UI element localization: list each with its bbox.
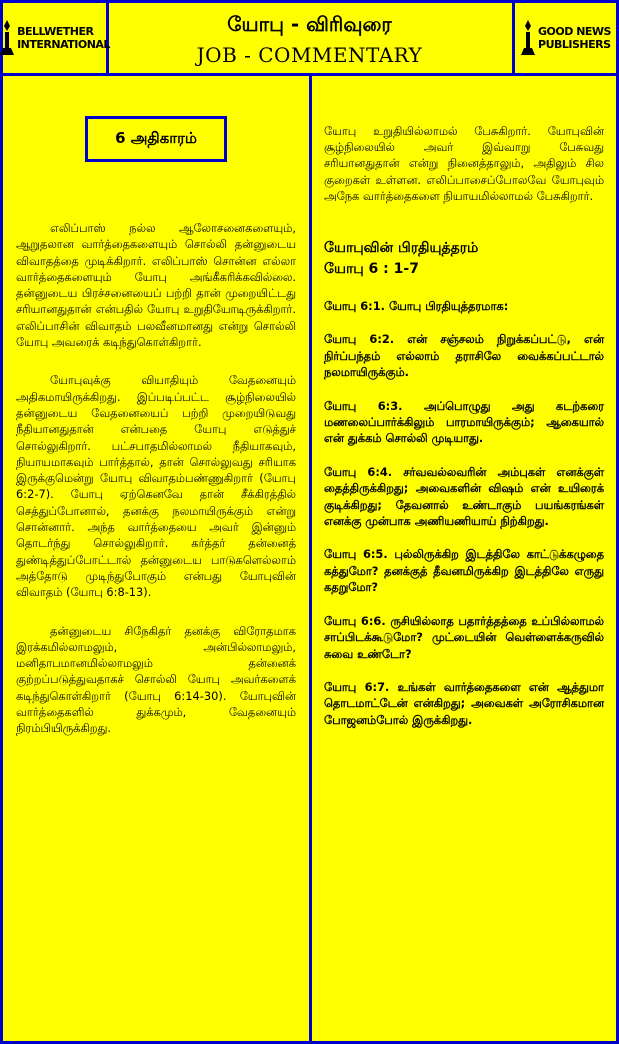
title-english: JOB - COMMENTARY [196, 43, 423, 67]
verse: யோபு 6:3. அப்பொழுது அது கடற்கரை மணலைப்பார்க்கிலும் பாரமாயிருக்கும்; ஆகையால் என் துக்கம் சொல்லி முடியாது. [324, 398, 604, 446]
commentary-paragraph: எலிப்பாஸ் நல்ல ஆலோசனைகளையும், ஆறுதலான வார்த்தைகளையும் சொல்லி தன்னுடைய விவாதத்தை முடிக்கிறார். எலிப்பாஸ் சொன்ன எல்லா வார்த்தைகளையும் யோபு அங்கீகரிக்கவில்லை. தன்னுடைய பிரச்சனையைப் பற்றி தான் முறையிட்டது சரியானதுதான் என்பதில் யோபு உறுதியோடிருக்கிறார். எலிப்பாசின் விவாதம் பலவீனமானது என்று சொல்லி யோபு அவரைக் கடிந்துகொள்கிறார். [16, 221, 296, 350]
chapter-title-box [85, 116, 227, 162]
commentary-paragraph: யோபுவுக்கு வியாதியும் வேதனையும் அதிகமாயிருக்கிறது. இப்படிப்பட்ட சூழ்நிலையில் தன்னுடைய வேதனையைப் பற்றி முறையிடுவது நீதியானதுதான் என்பதை யோபு எடுத்துச் சொல்லுகிறார். பட்சபாதமில்லாமல் நீதியாகவும், நியாயமாகவும் பார்த்தால், தான் சொல்லுவது சரியாக இருக்குமென்று யோபு விவாதம்பண்ணுகிறார் (யோபு 6:2-7). யோபு ஏற்கெனவே தான் சீக்கிரத்தில் செத்துப்போனால், தனக்கு நலமாயிருக்கும் என்று சொன்னார். அந்த வார்த்தையை அவர் இன்னும் தொடர்ந்து சொல்லுகிறார். கர்த்தர் தன்னைத் துண்டித்துப்போட்டால் தன்னுடைய பாடுகளெல்லாம் அத்தோடு முடிந்துபோகும் என்பது யோபுவின் விவாதம் (யோபு 6:8-13). [16, 373, 296, 600]
right-column [318, 76, 610, 728]
left-logo-line1: BELLWETHER [17, 25, 94, 38]
candle-icon [520, 19, 536, 57]
left-logo-line2: INTERNATIONAL [17, 38, 110, 51]
right-logo-line2: PUBLISHERS [538, 38, 611, 51]
commentary-paragraph: தன்னுடைய சிநேகிதர் தனக்கு விரோதமாக இரக்கமில்லாமலும், அன்பில்லாமலும், மனிதாபமானமில்லாமலும் தன்னைக் குற்றப்படுத்துவதாகச் சொல்லி யோபு அவர்களைக் கடிந்துகொள்கிறார் (யோபு 6:14-30). யோபுவின் வார்த்தைகளில் துக்கமும், வேதனையும் நிரம்பியிருக்கிறது. [16, 623, 296, 736]
verse: யோபு 6:5. புல்லிருக்கிற இடத்திலே காட்டுக்கழுதை கத்துமோ? தனக்குத் தீவனமிருக்கிற இடத்திலே எருது கதறுமோ? [324, 547, 604, 595]
column-divider [309, 76, 312, 1041]
page-header [3, 3, 616, 76]
verse: யோபு 6:7. உங்கள் வார்த்தைகளை என் ஆத்துமா தொடமாட்டேன் என்கிறது; அவைகள் அரோசிகமான போஜனம்போல் இருக்கிறது. [324, 679, 604, 727]
good-news-logo [512, 3, 616, 73]
verse: யோபு 6:6. ருசியில்லாத பதார்த்தத்தை உப்பில்லாமல் சாப்பிடக்கூடுமோ? முட்டையின் வெள்ளைக்கருவில் சுவை உண்டோ? [324, 613, 604, 661]
right-logo-line1: GOOD NEWS [538, 25, 611, 38]
intro-paragraph: யோபு உறுதியில்லாமல் பேசுகிறார். யோபுவின் சூழ்நிலையில் அவர் இவ்வாறு பேசுவது சரியானதுதான் என்று நினைத்தாலும், அதிலும் சில குறைகள் உள்ளன. எலிப்பாசைப்போலவே யோபுவும் அநேக வார்த்தைகளை நியாயமில்லாமல் பேசுகிறார். [324, 124, 604, 203]
section-heading-reference: யோபு 6 : 1-7 [324, 261, 419, 278]
bellwether-logo [3, 3, 109, 73]
candle-icon [0, 19, 15, 57]
title-block [109, 3, 510, 73]
left-column [8, 76, 304, 737]
verse: யோபு 6:2. என் சஞ்சலம் நிறுக்கப்பட்டு, என் நிர்ப்பந்தம் எல்லாம் தராசிலே வைக்கப்பட்டால் நலமாயிருக்கும். [324, 332, 604, 380]
section-heading [324, 238, 604, 280]
section-heading-title: யோபுவின் பிரதியுத்தரம் [324, 240, 479, 257]
verse: யோபு 6:4. சர்வவல்லவரின் அம்புகள் எனக்குள் தைத்திருக்கிறது; அவைகளின் விஷம் என் உயிரைக் குடிக்கிறது; தேவனால் உண்டாகும் பயங்கரங்கள் எனக்கு முன்பாக அணியணியாய் நிற்கிறது. [324, 464, 604, 529]
title-tamil: யோபு - விரிவுரை [227, 12, 392, 36]
chapter-title: 6 அதிகாரம் [115, 129, 197, 147]
verse: யோபு 6:1. யோபு பிரதியுத்தரமாக: [324, 299, 509, 314]
